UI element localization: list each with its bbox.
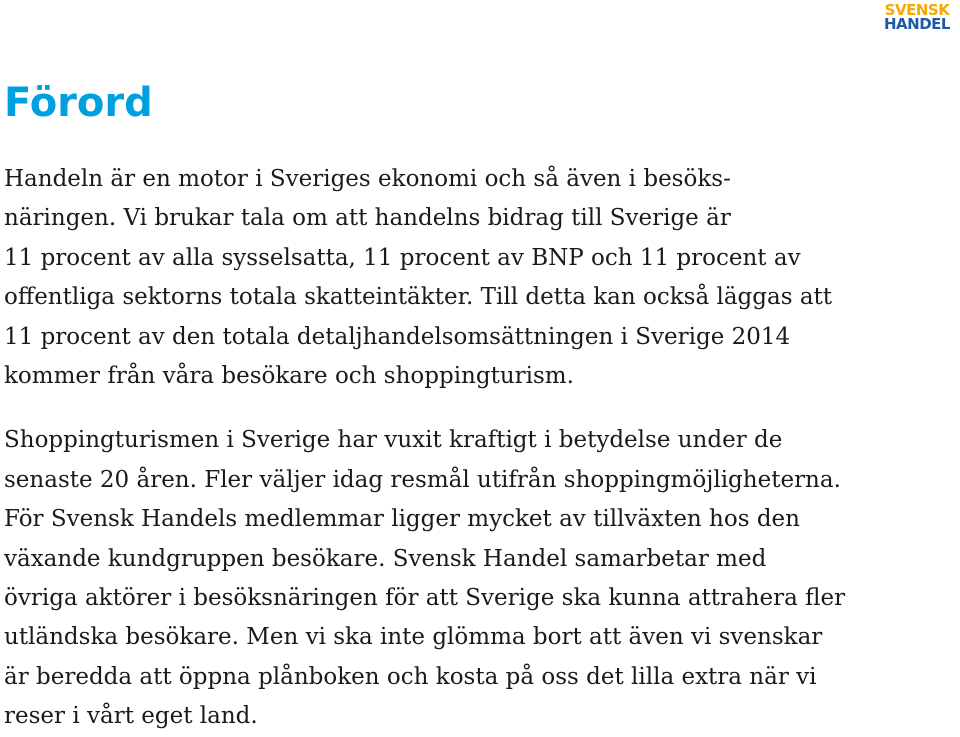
text-line: Shoppingturismen i Sverige har vuxit kraftigt i betydelse under de <box>4 427 783 454</box>
logo-text-top: SVENSK <box>884 1 950 19</box>
paragraph-2 <box>4 421 949 736</box>
text-line: övriga aktörer i besöksnäringen för att Sverige ska kunna attrahera fler <box>4 585 846 612</box>
page-title: Förord <box>4 80 153 126</box>
text-line: offentliga sektorns totala skatteintäkter. Till detta kan också läggas att <box>4 284 833 311</box>
paragraph-gap <box>4 396 949 421</box>
paragraph-1 <box>4 160 949 396</box>
text-line: Handeln är en motor i Sveriges ekonomi och så även i besöks- <box>4 166 731 192</box>
text-line: reser i vårt eget land. <box>4 703 258 730</box>
text-line: senaste 20 åren. Fler väljer idag resmål utifrån shoppingmöjligheterna. <box>4 466 841 493</box>
text-line: 11 procent av den totala detaljhandelsomsättningen i Sverige 2014 <box>4 323 791 350</box>
logo-text-bottom: HANDEL <box>884 15 950 33</box>
text-line: 11 procent av alla sysselsatta, 11 procent av BNP och 11 procent av <box>4 244 801 271</box>
text-line: växande kundgruppen besökare. Svensk Handel samarbetar med <box>4 545 767 572</box>
text-line: kommer från våra besökare och shoppingturism. <box>4 363 574 390</box>
text-line: utländska besökare. Men vi ska inte glömma bort att även vi svenskar <box>4 624 823 651</box>
text-line: För Svensk Handels medlemmar ligger mycket av tillväxten hos den <box>4 506 800 533</box>
text-line: är beredda att öppna plånboken och kosta på oss det lilla extra när vi <box>4 663 817 690</box>
body-text <box>4 160 949 737</box>
svensk-handel-logo <box>877 3 957 31</box>
text-line: näringen. Vi brukar tala om att handelns bidrag till Sverige är <box>4 205 731 232</box>
